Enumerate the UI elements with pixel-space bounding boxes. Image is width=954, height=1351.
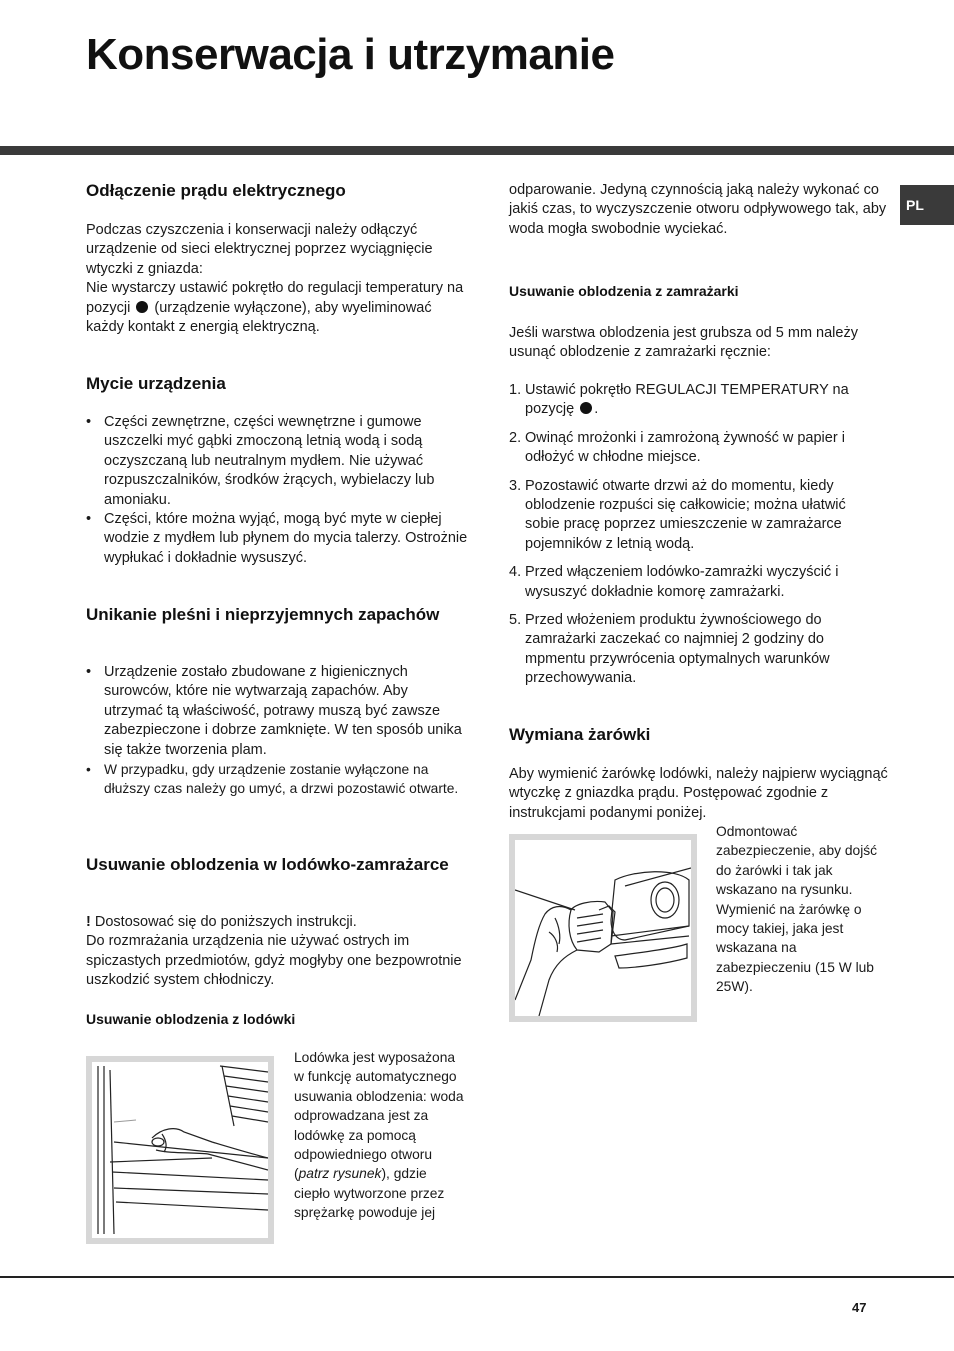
language-tab: PL — [900, 185, 954, 225]
power-paragraph-2: Nie wystarczy ustawić pokrętło do regulacji temperatury na pozycji (urządzenie wyłączone), aby wyeliminować każdy kontakt z energią elektryczną. — [86, 280, 464, 336]
footer-rule — [0, 1276, 954, 1278]
warning-icon: ! — [86, 914, 91, 930]
odours-list — [86, 663, 470, 799]
defrost-paragraph: Do rozmrażania urządzenia nie używać ostrych im spiczastych przedmiotów, gdyż mogłyby one bezpowrotnie uszkodzić system chłodniczy. — [86, 933, 462, 989]
list-item: • Urządzenie zostało zbudowane z higienicznych surowców, które nie wytwarzają zapachów. Aby utrzymać tą właściwość, potrawy muszą być zawsze zabezpieczone i dobrze zamknięte. W ten sposób unika się także tworzenia plam. — [86, 663, 470, 760]
step-item: 2. Owinąć mrożonki i zamrożoną żywność w papier i odłożyć w chłodne miejsce. — [509, 429, 845, 466]
off-position-symbol — [136, 301, 148, 313]
fridge-drain-illustration — [92, 1062, 268, 1238]
cleaning-list — [86, 413, 470, 568]
section-heading-cleaning: Mycie urządzenia — [86, 374, 226, 393]
section-heading-defrost: Usuwanie oblodzenia w lodówko-zamrażarce — [86, 855, 449, 874]
section-heading-bulb: Wymiana żarówki — [509, 725, 651, 744]
bulb-caption: Odmontować zabezpieczenie, aby dojść do żarówki i tak jak wskazano na rysunku. Wymienić na żarówkę o mocy takiej, jaka jest wskazana na zabezpieczeniu (15 W lub 25W). — [716, 824, 878, 995]
bulb-replacement-illustration — [515, 840, 691, 1016]
defrost-warning: ! Dostosować się do poniższych instrukcji. — [86, 914, 357, 930]
power-paragraph-1: Podczas czyszczenia i konserwacji należy odłączyć urządzenie od sieci elektrycznej poprzez wyciągnięcie wtyczki z gniazda: — [86, 222, 433, 277]
defrost-continued: odparowanie. Jedyną czynnością jaką należy wykonać co jakiś czas, to wyczyszczenie otworu odpływowego tak, aby woda mogła swobodnie wyciekać. — [509, 182, 887, 237]
section-heading-odours: Unikanie pleśni i nieprzyjemnych zapachów — [86, 605, 440, 624]
step-item: 4. Przed włączeniem lodówko-zamrażki wyczyścić i wysuszyć dokładnie komorę zamrażarki. — [509, 564, 839, 600]
list-item: • Części, które można wyjąć, mogą być myte w ciepłej wodzie z mydłem lub płynem do mycia talerzy. Ostrożnie wypłukać i dokładnie wysuszyć. — [86, 510, 470, 568]
freezer-intro: Jeśli warstwa oblodzenia jest grubsza od 5 mm należy usunąć oblodzenie z zamrażarki ręcznie: — [509, 325, 858, 361]
list-item: • W przypadku, gdy urządzenie zostanie wyłączone na dłuższy czas należy go umyć, a drzwi pozostawić otwarte. — [86, 760, 470, 799]
list-item: • Części zewnętrzne, części wewnętrzne i gumowe uszczelki myć gąbki zmoczoną letnią wodą i sodą oczyszczaną lub neutralnym mydłem. Nie używać rozpuszczalników, środków żrących, wybielaczy lub amoniaku. — [86, 413, 470, 510]
fridge-drain-figure — [86, 1056, 274, 1244]
defrost-body — [86, 913, 470, 991]
step-item: 3. Pozostawić otwarte drzwi aż do momentu, kiedy oblodzenie rozpuści się całkowicie; można ułatwić sobie pracę poprzez umieszczenie w zamrażarce pojemników z letnią wodą. — [509, 477, 846, 552]
bulb-figure — [509, 834, 697, 1022]
freezer-steps — [509, 381, 881, 698]
section-power-body — [86, 221, 470, 337]
page-number: 47 — [852, 1300, 867, 1315]
page-title: Konserwacja i utrzymanie — [86, 30, 615, 79]
subheading-freezer-defrost: Usuwanie oblodzenia z zamrażarki — [509, 283, 739, 299]
off-position-symbol — [580, 402, 592, 414]
step-item: 1. Ustawić pokrętło REGULACJI TEMPERATURY na pozycję . — [509, 382, 849, 418]
bulb-paragraph: Aby wymienić żarówkę lodówki, należy najpierw wyciągnąć wtyczkę z gniazdka prądu. Postępować zgodnie z instrukcjami podanymi poniżej. — [509, 766, 888, 821]
fridge-defrost-caption: Lodówka jest wyposażona w funkcję automatycznego usuwania oblodzenia: woda odprowadzana jest za lodówkę za pomocą odpowiedniego otworu (patrz rysunek), gdzie ciepło wytworzone przez sprężarkę powoduje jej — [294, 1050, 464, 1221]
step-item: 5. Przed włożeniem produktu żywnościowego do zamrażarki zaczekać co najmniej 2 godziny do mpmentu przywrócenia optymalnych warunków przechowywania. — [509, 612, 830, 687]
section-heading-power: Odłączenie prądu elektrycznego — [86, 181, 346, 200]
header-rule — [0, 146, 954, 155]
subheading-fridge-defrost: Usuwanie oblodzenia z lodówki — [86, 1011, 296, 1027]
